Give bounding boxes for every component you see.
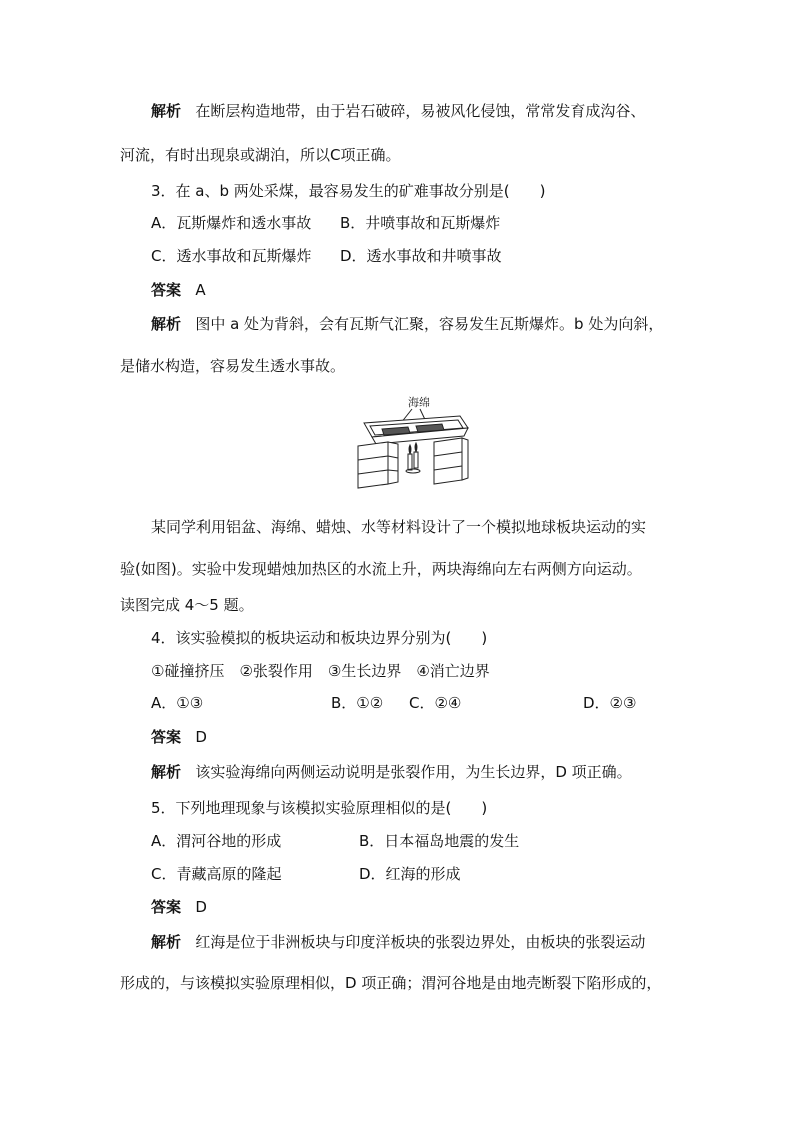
q3-explanation-line-1 [151,314,663,334]
q4-option-d: D．②③ [583,694,637,712]
q5-option-c: C．青藏高原的隆起 [151,865,282,883]
answer-label: 答案 [151,728,182,746]
explanation-label: 解析 [151,102,182,120]
answer-value: D [195,898,207,916]
q5-option-a: A．渭河谷地的形成 [151,832,282,850]
q5-explanation-line-1 [151,932,645,952]
q3-option-a: A．瓦斯爆炸和透水事故 [151,214,312,232]
explanation-text: 红海是位于非洲板块与印度洋板块的张裂边界处，由板块的张裂运动 [195,933,646,951]
q3-option-b: B．井喷事故和瓦斯爆炸 [340,214,501,232]
material-line-2: 验(如图)。实验中发现蜡烛加热区的水流上升，两块海绵向左右两侧方向运动。 [120,560,642,578]
q4-answer [151,727,207,747]
q5-option-b: B．日本福岛地震的发生 [359,832,520,850]
q4-option-c: C．②④ [409,694,462,712]
experiment-figure [350,392,476,492]
q4-items: ①碰撞挤压 ②张裂作用 ③生长边界 ④消亡边界 [151,662,490,680]
q3-explanation-line-2: 是储水构造，容易发生透水事故。 [120,357,346,375]
answer-value: D [195,728,207,746]
q5-stem: 5．下列地理现象与该模拟实验原理相似的是( ) [151,799,488,817]
q4-stem: 4．该实验模拟的板块运动和板块边界分别为( ) [151,629,488,647]
q5-explanation-line-2: 形成的，与该模拟实验原理相似，D 项正确；渭河谷地是由地壳断裂下陷形成的， [120,974,662,992]
experiment-diagram [350,392,476,492]
material-line-3: 读图完成 4～5 题。 [120,596,254,614]
material-line-1: 某同学利用铝盆、海绵、蜡烛、水等材料设计了一个模拟地球板块运动的实 [151,518,647,536]
explanation-text: 在断层构造地带，由于岩石破碎，易被风化侵蚀，常常发育成沟谷、 [195,102,646,120]
q4-explanation [151,762,632,782]
answer-label: 答案 [151,281,182,299]
explanation-label: 解析 [151,933,182,951]
q4-option-b: B．①② [331,694,384,712]
q3-answer [151,280,206,300]
explanation-text: 图中 a 处为背斜，会有瓦斯气汇聚，容易发生瓦斯爆炸。b 处为向斜， [195,315,664,333]
answer-label: 答案 [151,898,182,916]
figure-label: 海绵 [408,396,430,409]
prev-explanation-line-1 [151,101,645,121]
q3-stem: 3．在 a、b 两处采煤，最容易发生的矿难事故分别是( ) [151,182,546,200]
q4-option-a: A．①③ [151,694,204,712]
explanation-label: 解析 [151,315,182,333]
q3-option-c: C．透水事故和瓦斯爆炸 [151,247,312,265]
q5-option-d: D．红海的形成 [359,865,461,883]
q5-answer [151,897,207,917]
explanation-label: 解析 [151,763,182,781]
prev-explanation-line-2: 河流，有时出现泉或湖泊，所以C项正确。 [120,146,401,164]
q3-option-d: D．透水事故和井喷事故 [340,247,502,265]
explanation-text: 该实验海绵向两侧运动说明是张裂作用，为生长边界，D 项正确。 [195,763,632,781]
answer-value: A [195,281,206,299]
